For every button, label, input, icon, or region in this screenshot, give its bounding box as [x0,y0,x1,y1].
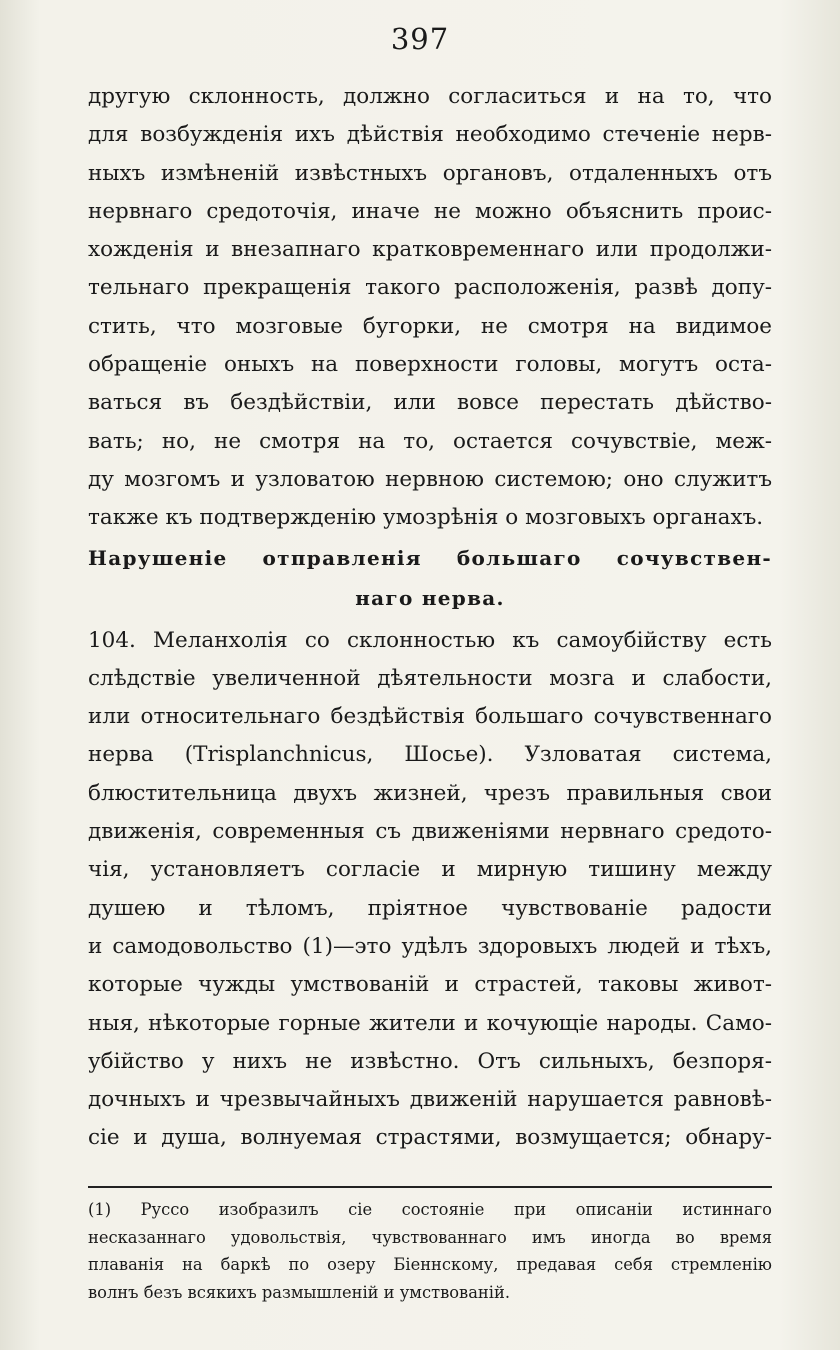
text-line: ду мозгомъ и узловатою нервною системою; оно служитъ [88,466,772,492]
text-line: убійство у нихъ не извѣстно. Отъ сильныхъ, безпоря- [88,1048,772,1074]
text-line: вать; но, не смотря на то, остается сочувствіе, меж- [88,428,772,454]
text-line: слѣдствіе увеличенной дѣятельности мозга и слабости, [88,665,772,691]
text-line: обращеніе оныхъ на поверхности головы, могутъ оста- [88,352,772,378]
text-line: которые чужды умствованій и страстей, таковы живот- [88,972,772,998]
footnote-line: (1) Руссо изобразилъ сіе состояніе при описаніи истиннаго [88,1200,772,1219]
text-line: или относительнаго бездѣйствія большаго сочувственнаго [88,704,772,730]
text-line: хожденія и внезапнаго кратковременнаго или продолжи- [88,237,772,263]
text-line: ныхъ измѣненій извѣстныхъ органовъ, отдаленныхъ отъ [88,160,772,186]
text-line: стить, что мозговые бугорки, не смотря на видимое [88,313,772,339]
section-heading-line: наго нерва. [355,585,505,610]
footnote-divider [88,1186,772,1188]
text-line: нервнаго средоточія, иначе не можно объяснить проис- [88,198,772,224]
text-line: нерва (Trisplanchnicus, Шосье). Узловатая система, [88,742,772,768]
text-line: также къ подтвержденію умозрѣнія о мозговыхъ органахъ. [88,505,764,531]
text-line: для возбужденія ихъ дѣйствія необходимо стеченіе нерв- [88,122,772,148]
text-line: другую склонность, должно согласиться и на то, что [88,84,772,109]
text-line: блюстительница двухъ жизней, чрезъ правильныя свои [88,780,772,806]
footnote-line: волнъ безъ всякихъ размышленій и умствованій. [88,1282,511,1302]
page-number: 397 [390,22,450,56]
body-text [88,78,772,1158]
section-heading-line: Нарушеніе отправленія большаго сочувствен- [88,545,772,570]
text-line: ныя, нѣкоторые горные жители и кочующіе народы. Само- [88,1010,772,1036]
text-line: и самодовольство (1)—это удѣлъ здоровыхъ людей и тѣхъ, [88,933,772,959]
text-line: душею и тѣломъ, пріятное чувствованіе радости [88,895,772,921]
section-heading [88,538,772,618]
text-line: сіе и душа, волнуемая страстями, возмущается; обнару- [88,1125,772,1151]
footnote [88,1196,772,1306]
text-line: движенія, современныя съ движеніями нервнаго средото- [88,819,772,845]
paragraph [88,78,772,538]
footnote-line: несказаннаго удовольствія, чувствованнаго имъ иногда во время [88,1227,772,1247]
text-line: ваться въ бездѣйствіи, или вовсе перестать дѣйство- [88,390,772,416]
footnote-line: плаванія на баркѣ по озеру Біеннскому, предавая себя стремленію [88,1255,772,1274]
text-line: тельнаго прекращенія такого расположенія, развѣ допу- [88,275,772,301]
text-line: чія, установляетъ согласіе и мирную тишину между [88,857,772,883]
paragraph [88,622,772,1158]
text-line: дочныхъ и чрезвычайныхъ движеній нарушается равновѣ- [88,1087,772,1113]
text-line: 104. Меланхолія со склонностью къ самоубійству есть [88,627,772,653]
